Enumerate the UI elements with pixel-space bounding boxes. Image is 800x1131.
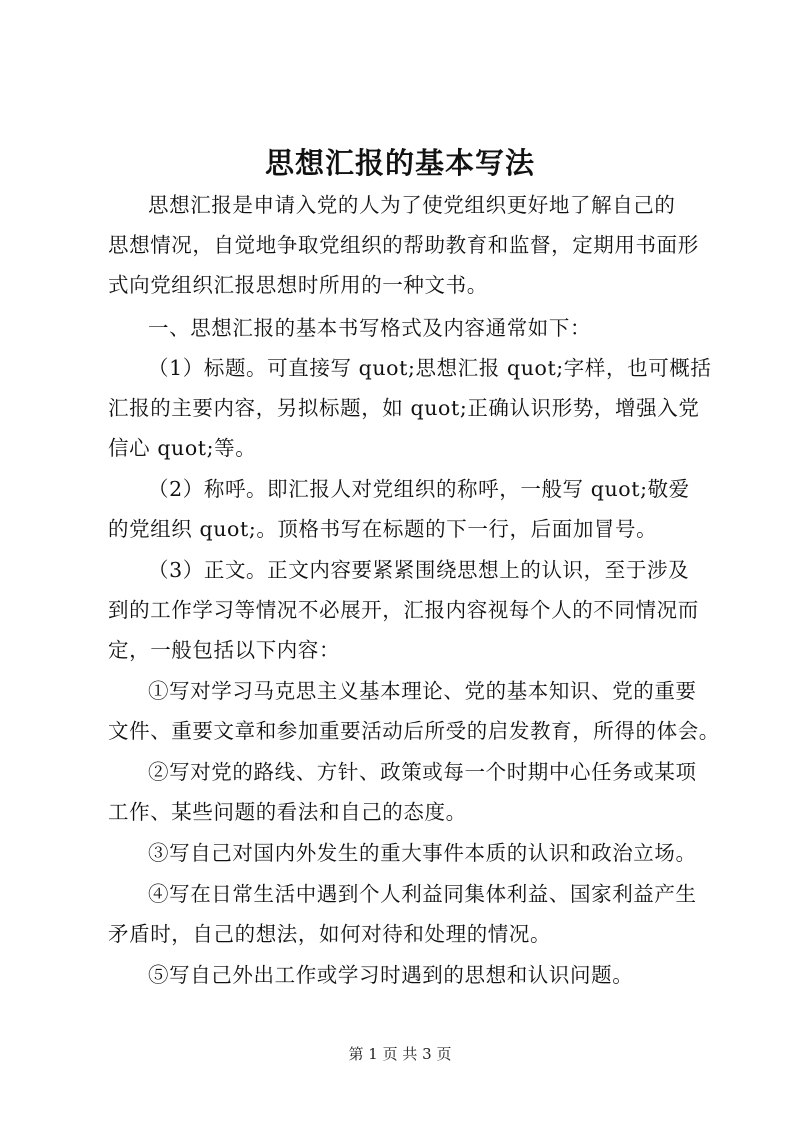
list-item-line: 文件、重要文章和参加重要活动后所受的启发教育，所得的体会。 bbox=[108, 719, 720, 743]
list-item-line: ②写对党的路线、方针、政策或每一个时期中心任务或某项 bbox=[148, 760, 697, 784]
paragraph-line: 的党组织 quot;。顶格书写在标题的下一行，后面加冒号。 bbox=[108, 517, 658, 541]
document-title: 思想汇报的基本写法 bbox=[264, 146, 535, 180]
list-item-line: ①写对学习马克思主义基本理论、党的基本知识、党的重要 bbox=[148, 679, 697, 703]
paragraph-line: 思想情况，自觉地争取党组织的帮助教育和监督，定期用书面形 bbox=[108, 233, 699, 257]
paragraph-line: 定，一般包括以下内容： bbox=[108, 638, 341, 662]
list-item-line: ③写自己对国内外发生的重大事件本质的认识和政治立场。 bbox=[148, 841, 697, 865]
list-item-line: 矛盾时，自己的想法，如何对待和处理的情况。 bbox=[108, 922, 552, 946]
paragraph-line: 思想汇报是申请入党的人为了使党组织更好地了解自己的 bbox=[148, 193, 676, 217]
list-item-line: ⑤写自己外出工作或学习时遇到的思想和认识问题。 bbox=[148, 963, 634, 987]
paragraph-line: 式向党组织汇报思想时所用的一种文书。 bbox=[108, 273, 488, 297]
page-footer: 第 1 页 共 3 页 bbox=[348, 1045, 452, 1063]
paragraph-line: （1）标题。可直接写 quot;思想汇报 quot;字样，也可概括 bbox=[148, 356, 712, 380]
paragraph-line: 信心 quot;等。 bbox=[108, 436, 257, 460]
paragraph-line: 到的工作学习等情况不必展开，汇报内容视每个人的不同情况而 bbox=[108, 598, 699, 622]
list-item-line: 工作、某些问题的看法和自己的态度。 bbox=[108, 800, 467, 824]
paragraph-line: （3）正文。正文内容要紧紧围绕思想上的认识，至于涉及 bbox=[148, 558, 690, 582]
section-heading: 一、思想汇报的基本书写格式及内容通常如下： bbox=[148, 316, 592, 340]
list-item-line: ④写在日常生活中遇到个人利益同集体利益、国家利益产生 bbox=[148, 882, 697, 906]
paragraph-line: 汇报的主要内容，另拟标题，如 quot;正确认识形势，增强入党 bbox=[108, 396, 700, 420]
paragraph-line: （2）称呼。即汇报人对党组织的称呼，一般写 quot;敬爱 bbox=[148, 477, 690, 501]
